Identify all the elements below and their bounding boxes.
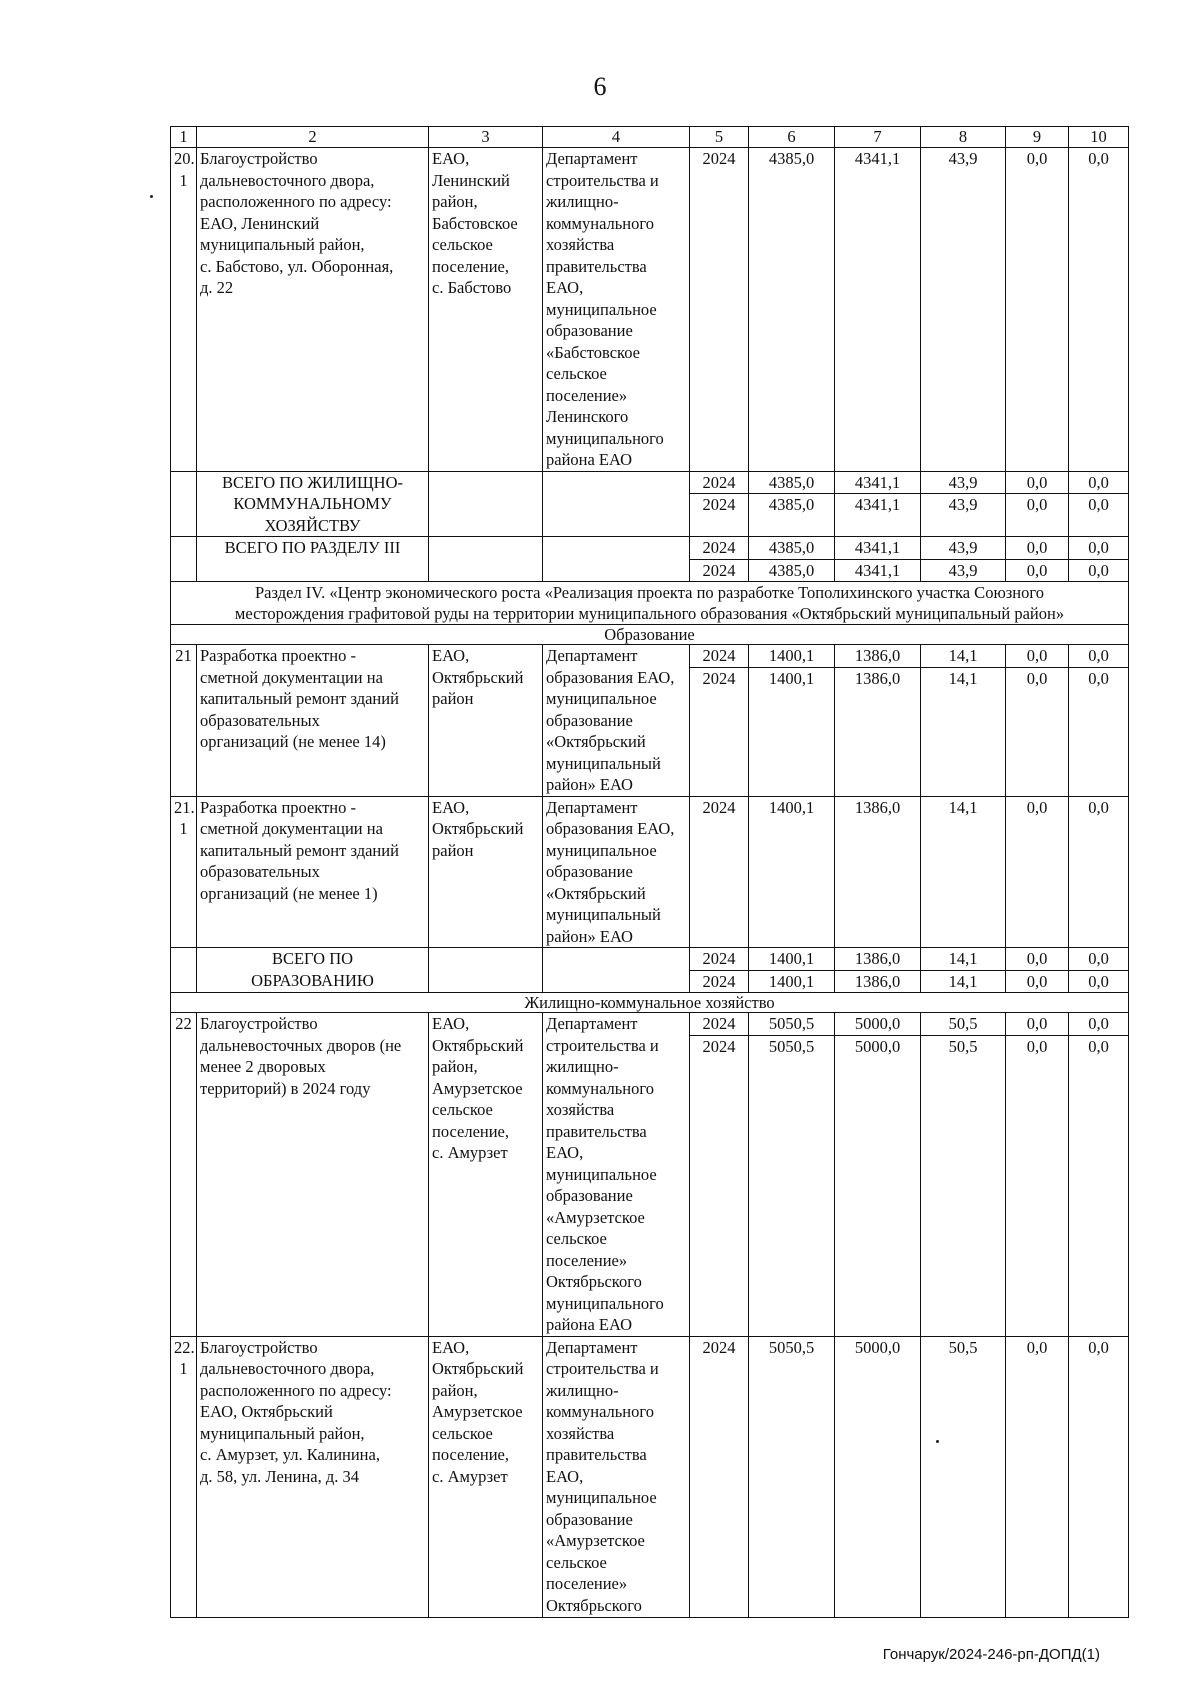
text-line: муниципальное	[546, 1488, 657, 1507]
total-cell: 4385,0	[749, 537, 835, 560]
year-cell: 2024	[690, 494, 749, 537]
text-line: ЕАО,	[432, 1337, 470, 1357]
text-line: Амурзетское	[432, 1078, 523, 1098]
text-line: хозяйства	[546, 1100, 615, 1119]
text-line: 21	[175, 646, 192, 665]
text-line: сельское	[546, 1229, 607, 1248]
value-line-1: 5050,5	[768, 1014, 815, 1033]
text-line: Октябрьский	[432, 819, 524, 838]
value-line-1: 2024	[702, 646, 736, 665]
text-line: ЕАО,	[432, 797, 470, 817]
text-line: Благоустройство	[200, 1014, 318, 1033]
item-name	[197, 1013, 429, 1337]
header-cell: 6	[749, 127, 835, 148]
total-cell: 4385,0	[749, 494, 835, 537]
text-line: ЕАО,	[432, 1014, 470, 1033]
text-line: Октябрьского	[546, 1595, 642, 1615]
total-label: ВСЕГО ПО РАЗДЕЛУ III	[197, 537, 429, 582]
text-line: коммунального	[546, 1078, 654, 1098]
text-line: образование	[546, 1186, 633, 1205]
section-title	[171, 582, 1129, 625]
text-line: 21.	[174, 797, 195, 817]
value-line-2: 0,0	[1006, 1035, 1068, 1058]
text-line: капитальный ремонт зданий	[200, 840, 399, 860]
text-line: коммунального	[546, 213, 654, 233]
text-line: «Амурзетское	[546, 1207, 645, 1227]
value-line-2: 1386,0	[835, 667, 920, 690]
text-line: правительства	[546, 1445, 647, 1464]
value-line-1: 0,0	[1088, 1014, 1109, 1033]
text-line: Ленинский	[432, 170, 510, 190]
header-cell: 7	[835, 127, 921, 148]
regional-cell: 43,9	[921, 494, 1006, 537]
header-cell: 3	[429, 127, 543, 148]
text-line: района ЕАО	[546, 1315, 633, 1334]
text-line: образования ЕАО,	[546, 819, 675, 838]
text-line: жилищно-	[546, 1057, 619, 1076]
text-line: с. Амурзет	[432, 1466, 508, 1486]
text-line: район,	[432, 192, 478, 211]
text-line: муниципальный район,	[200, 235, 365, 254]
header-cell: 2	[197, 127, 429, 148]
year-cell: 2024	[690, 148, 749, 472]
text-line: сельское	[546, 1552, 607, 1572]
text-line: сметной документации на	[200, 667, 383, 687]
text-line: Департамент	[546, 149, 638, 168]
empty-cell	[543, 537, 690, 582]
text-line: муниципальный район,	[200, 1423, 365, 1443]
text-line: муниципальное	[546, 689, 657, 708]
section-title-line: месторождения графитовой руды на территории муниципального образования «Октябрьский муниципальный район»	[234, 604, 1065, 623]
value-line-1: 1386,0	[854, 646, 901, 665]
page-number: 6	[593, 72, 607, 101]
item-executor	[543, 148, 690, 472]
total-cell	[749, 1013, 835, 1337]
text-line: организаций (не менее 1)	[200, 883, 378, 903]
item-row	[171, 645, 1129, 797]
document-code: Гончарук/2024-246-рп-ДОПД(1)	[882, 1646, 1100, 1663]
text-line: ЕАО, Октябрьский	[200, 1402, 333, 1421]
year-cell: 2024	[690, 948, 749, 971]
other-cell	[1069, 1013, 1129, 1337]
local-cell	[1006, 1013, 1069, 1337]
text-line: Благоустройство	[200, 149, 318, 168]
empty-cell	[429, 537, 543, 582]
text-line: Октябрьский	[432, 1359, 524, 1378]
item-location	[429, 1336, 543, 1617]
header-cell: 1	[171, 127, 197, 148]
text-line: хозяйства	[546, 235, 615, 254]
text-line: расположенного по адресу:	[200, 192, 392, 211]
item-number	[171, 1336, 197, 1617]
text-line: с. Бабстово, ул. Оборонная,	[200, 256, 394, 276]
total-cell: 4385,0	[749, 471, 835, 494]
local-cell: 0,0	[1006, 1336, 1069, 1617]
item-number	[171, 796, 197, 948]
text-line: 22	[175, 1014, 192, 1033]
regional-cell: 43,9	[921, 537, 1006, 560]
text-line: поселение»	[546, 1574, 628, 1593]
text-line: образование	[546, 862, 633, 881]
local-cell: 0,0	[1006, 148, 1069, 472]
item-executor	[543, 1013, 690, 1337]
text-line: дальневосточного двора,	[200, 170, 375, 190]
text-line: поселение»	[546, 1250, 628, 1270]
text-line: капитальный ремонт зданий	[200, 689, 399, 708]
text-line: ВСЕГО ПО ЖИЛИЩНО-	[222, 472, 403, 492]
text-line: строительства и	[546, 1359, 659, 1378]
federal-cell: 1386,0	[835, 970, 921, 993]
text-line: 1	[179, 170, 188, 190]
value-line-1: 0,0	[1026, 646, 1048, 665]
federal-cell: 4341,1	[835, 537, 921, 560]
value-line-2: 1400,1	[749, 667, 834, 690]
text-line: Амурзетское	[432, 1402, 523, 1421]
total-cell: 5050,5	[749, 1336, 835, 1617]
subsection-row	[171, 993, 1129, 1013]
year-cell: 2024	[690, 970, 749, 993]
text-line: образования ЕАО,	[546, 667, 675, 687]
text-line: сельское	[432, 235, 493, 254]
text-line: муниципальное	[546, 299, 657, 319]
value-line-2: 0,0	[1069, 667, 1128, 690]
total-label	[197, 948, 429, 993]
item-row	[171, 796, 1129, 948]
federal-cell	[835, 1013, 921, 1337]
header-row	[171, 127, 1129, 148]
other-cell: 0,0	[1069, 1336, 1129, 1617]
empty-cell	[171, 948, 197, 993]
regional-cell: 14,1	[921, 796, 1006, 948]
item-number	[171, 148, 197, 472]
subsection-title: Жилищно-коммунальное хозяйство	[171, 993, 1129, 1013]
empty-cell	[543, 471, 690, 537]
text-line: организаций (не менее 14)	[200, 732, 386, 751]
other-cell: 0,0	[1069, 559, 1129, 582]
text-line: образование	[546, 321, 633, 340]
local-cell: 0,0	[1006, 948, 1069, 971]
local-cell: 0,0	[1006, 796, 1069, 948]
text-line: «Октябрьский	[546, 883, 646, 903]
empty-cell	[429, 471, 543, 537]
text-line: Разработка проектно -	[200, 646, 357, 665]
text-line: образование	[546, 710, 633, 730]
text-line: образование	[546, 1509, 633, 1529]
regional-cell	[921, 645, 1006, 797]
item-executor	[543, 796, 690, 948]
header-cell: 8	[921, 127, 1006, 148]
header-cell: 9	[1006, 127, 1069, 148]
text-line: ЕАО,	[546, 1466, 584, 1486]
total-cell: 1400,1	[749, 948, 835, 971]
section-title-line: Раздел IV. «Центр экономического роста «Реализация проекта по разработке Тополихинского участка Союзного	[255, 583, 1044, 602]
program-table	[170, 126, 1129, 1618]
text-line: Разработка проектно -	[200, 797, 357, 817]
regional-cell: 50,5	[921, 1336, 1006, 1617]
value-line-1: 14,1	[948, 646, 978, 665]
year-cell	[690, 1013, 749, 1337]
text-line: ЕАО,	[432, 149, 470, 168]
section-row	[171, 582, 1129, 625]
value-line-2: 50,5	[921, 1035, 1005, 1058]
total-cell: 1400,1	[749, 796, 835, 948]
federal-cell: 4341,1	[835, 559, 921, 582]
header-cell: 4	[543, 127, 690, 148]
total-label	[197, 471, 429, 537]
text-line: муниципального	[546, 428, 664, 448]
text-line: ЕАО,	[432, 646, 470, 665]
value-line-1: 1400,1	[768, 646, 815, 665]
value-line-1: 2024	[702, 1014, 736, 1033]
empty-cell	[543, 948, 690, 993]
value-line-1: 5000,0	[854, 1014, 901, 1033]
text-line: правительства	[546, 256, 647, 276]
regional-cell: 43,9	[921, 148, 1006, 472]
item-location	[429, 1013, 543, 1337]
total-cell	[749, 645, 835, 797]
federal-cell: 4341,1	[835, 148, 921, 472]
text-line: 22.	[174, 1337, 195, 1357]
text-line: дальневосточного двора,	[200, 1359, 375, 1378]
value-line-2: 2024	[690, 667, 748, 690]
text-line: сельское	[432, 1423, 493, 1443]
text-line: жилищно-	[546, 1380, 619, 1400]
text-line: 1	[179, 1359, 188, 1378]
other-cell: 0,0	[1069, 796, 1129, 948]
text-line: сельское	[432, 1100, 493, 1119]
text-line: Бабстовское	[432, 213, 518, 233]
year-cell: 2024	[690, 471, 749, 494]
empty-cell	[429, 948, 543, 993]
text-line: 1	[179, 819, 188, 838]
empty-cell	[171, 471, 197, 537]
regional-cell: 14,1	[921, 970, 1006, 993]
text-line: Благоустройство	[200, 1337, 318, 1357]
text-line: территорий) в 2024 году	[200, 1078, 371, 1098]
header-cell: 5	[690, 127, 749, 148]
regional-cell	[921, 1013, 1006, 1337]
regional-cell: 43,9	[921, 471, 1006, 494]
text-line: с. Амурзет	[432, 1143, 508, 1162]
value-line-2: 5050,5	[749, 1035, 834, 1058]
item-row	[171, 148, 1129, 472]
value-line-1: 50,5	[948, 1014, 978, 1033]
text-line: сельское	[546, 364, 607, 383]
text-line: КОММУНАЛЬНОМУ	[233, 494, 392, 513]
total-cell: 4385,0	[749, 148, 835, 472]
text-line: строительства и	[546, 170, 659, 190]
text-line: муниципальный	[546, 905, 661, 924]
text-line: муниципальное	[546, 840, 657, 860]
text-line: д. 22	[200, 278, 234, 297]
text-line: образовательных	[200, 710, 320, 730]
text-line: Департамент	[546, 1014, 638, 1033]
text-line: хозяйства	[546, 1423, 615, 1443]
text-line: район» ЕАО	[546, 775, 633, 794]
text-line: Департамент	[546, 646, 638, 665]
local-cell: 0,0	[1006, 494, 1069, 537]
text-line: 20.	[174, 149, 195, 168]
federal-cell: 5000,0	[835, 1336, 921, 1617]
local-cell: 0,0	[1006, 471, 1069, 494]
scan-speck	[936, 1440, 939, 1443]
text-line: ХОЗЯЙСТВУ	[264, 515, 361, 535]
text-line: д. 58, ул. Ленина, д. 34	[200, 1466, 360, 1486]
text-line: Департамент	[546, 1337, 638, 1357]
text-line: сметной документации на	[200, 819, 383, 838]
year-cell: 2024	[690, 537, 749, 560]
local-cell: 0,0	[1006, 559, 1069, 582]
item-row	[171, 1336, 1129, 1617]
value-line-2: 14,1	[921, 667, 1005, 690]
text-line: поселение»	[546, 385, 628, 405]
text-line: расположенного по адресу:	[200, 1380, 392, 1400]
text-line: ЕАО, Ленинский	[200, 213, 320, 233]
other-cell: 0,0	[1069, 537, 1129, 560]
text-line: ЕАО,	[546, 278, 584, 297]
item-name	[197, 645, 429, 797]
text-line: муниципального	[546, 1293, 664, 1313]
other-cell: 0,0	[1069, 494, 1129, 537]
federal-cell: 1386,0	[835, 796, 921, 948]
year-cell: 2024	[690, 796, 749, 948]
text-line: с. Амурзет, ул. Калинина,	[200, 1445, 380, 1464]
text-line: район,	[432, 1380, 478, 1400]
value-line-1: 0,0	[1026, 1014, 1048, 1033]
text-line: муниципальный	[546, 753, 661, 773]
text-line: менее 2 дворовых	[200, 1057, 326, 1076]
federal-cell: 4341,1	[835, 471, 921, 494]
text-line: правительства	[546, 1121, 647, 1141]
item-row	[171, 1013, 1129, 1337]
item-name	[197, 796, 429, 948]
other-cell: 0,0	[1069, 970, 1129, 993]
local-cell: 0,0	[1006, 970, 1069, 993]
total-row	[171, 948, 1129, 971]
value-line-2: 0,0	[1006, 667, 1068, 690]
text-line: ВСЕГО ПО	[271, 949, 354, 968]
text-line: строительства и	[546, 1035, 659, 1055]
item-name	[197, 1336, 429, 1617]
text-line: с. Бабстово	[432, 278, 512, 297]
text-line: поселение,	[432, 1445, 510, 1464]
total-row	[171, 471, 1129, 494]
item-number	[171, 1013, 197, 1337]
total-cell: 4385,0	[749, 559, 835, 582]
text-line: района ЕАО	[546, 450, 633, 469]
item-executor	[543, 1336, 690, 1617]
other-cell: 0,0	[1069, 471, 1129, 494]
federal-cell	[835, 645, 921, 797]
text-line: ЕАО,	[546, 1143, 584, 1162]
federal-cell: 4341,1	[835, 494, 921, 537]
text-line: Ленинского	[546, 407, 629, 426]
total-row	[171, 537, 1129, 560]
text-line: дальневосточных дворов (не	[200, 1035, 402, 1055]
item-location	[429, 148, 543, 472]
text-line: район	[432, 840, 474, 860]
text-line: «Амурзетское	[546, 1531, 645, 1550]
value-line-2: 0,0	[1069, 1035, 1128, 1058]
total-cell: 1400,1	[749, 970, 835, 993]
text-line: жилищно-	[546, 192, 619, 211]
text-line: Департамент	[546, 797, 638, 817]
text-line: «Бабстовское	[546, 342, 640, 362]
other-cell	[1069, 645, 1129, 797]
subsection-title: Образование	[171, 625, 1129, 645]
text-line: поселение,	[432, 1121, 510, 1141]
text-line: район,	[432, 1057, 478, 1076]
text-line: поселение,	[432, 256, 510, 276]
local-cell	[1006, 645, 1069, 797]
text-line: Октябрьского	[546, 1272, 642, 1291]
value-line-2: 2024	[690, 1035, 748, 1058]
regional-cell: 14,1	[921, 948, 1006, 971]
text-line: ОБРАЗОВАНИЮ	[251, 970, 374, 990]
item-name	[197, 148, 429, 472]
local-cell: 0,0	[1006, 537, 1069, 560]
item-location	[429, 645, 543, 797]
empty-cell	[171, 537, 197, 582]
item-location	[429, 796, 543, 948]
text-line: коммунального	[546, 1402, 654, 1421]
header-cell: 10	[1069, 127, 1129, 148]
federal-cell: 1386,0	[835, 948, 921, 971]
year-cell	[690, 645, 749, 797]
regional-cell: 43,9	[921, 559, 1006, 582]
text-line: «Октябрьский	[546, 732, 646, 751]
value-line-1: 0,0	[1088, 646, 1109, 665]
other-cell: 0,0	[1069, 148, 1129, 472]
value-line-2: 5000,0	[835, 1035, 920, 1058]
year-cell: 2024	[690, 1336, 749, 1617]
other-cell: 0,0	[1069, 948, 1129, 971]
text-line: муниципальное	[546, 1164, 657, 1184]
subsection-row	[171, 625, 1129, 645]
text-line: район	[432, 689, 474, 708]
scan-speck	[150, 195, 153, 198]
text-line: район» ЕАО	[546, 926, 633, 946]
year-cell: 2024	[690, 559, 749, 582]
item-number	[171, 645, 197, 797]
item-executor	[543, 645, 690, 797]
text-line: Октябрьский	[432, 1035, 524, 1055]
text-line: Октябрьский	[432, 667, 524, 687]
text-line: образовательных	[200, 862, 320, 881]
